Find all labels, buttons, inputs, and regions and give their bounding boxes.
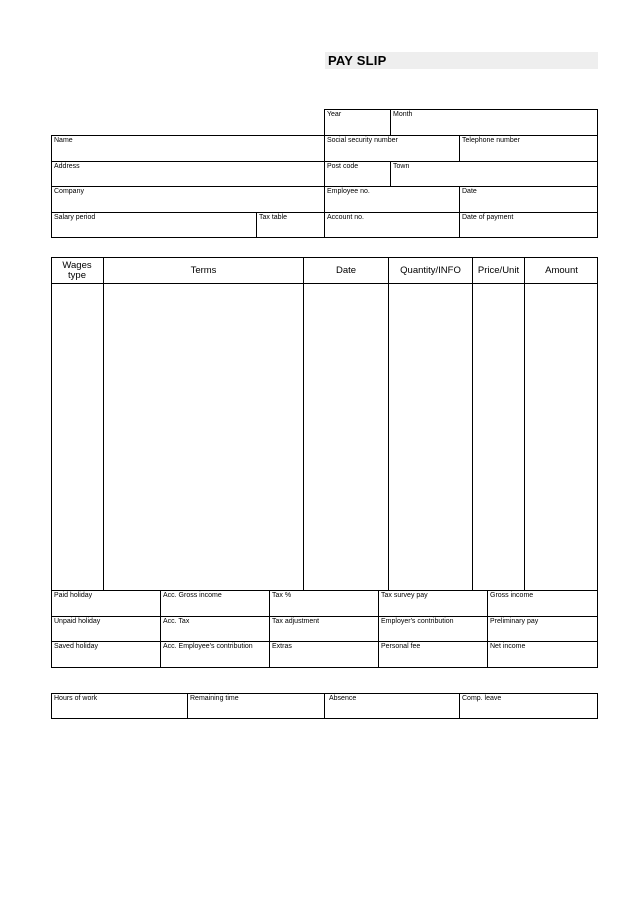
divider — [459, 693, 460, 719]
divider — [256, 212, 257, 238]
year-month-box — [324, 109, 598, 136]
title-bar — [325, 52, 598, 69]
tax-adjustment-label: Tax adjustment — [272, 618, 320, 625]
year-label: Year — [327, 111, 342, 118]
column-header-wages-type: Wages type — [62, 260, 92, 281]
salary-period-label: Salary period — [54, 214, 96, 221]
acc-gross-income-label: Acc. Gross income — [163, 592, 222, 599]
tax-percent-label: Tax % — [272, 592, 292, 599]
remaining-time-label: Remaining time — [190, 695, 239, 702]
divider — [269, 590, 270, 668]
absence-label: Absence — [329, 695, 357, 702]
hours-of-work-label: Hours of work — [54, 695, 98, 702]
telephone-label: Telephone number — [462, 137, 520, 144]
tax-table-label: Tax table — [259, 214, 288, 221]
divider — [187, 693, 188, 719]
column-header-terms: Terms — [190, 265, 217, 276]
divider — [378, 590, 379, 668]
divider — [487, 590, 488, 668]
items-table-frame — [51, 257, 598, 591]
unpaid-holiday-label: Unpaid holiday — [54, 618, 101, 625]
divider — [459, 135, 460, 161]
column-header-price-unit: Price/Unit — [477, 265, 520, 276]
employee-no-label: Employee no. — [327, 188, 370, 195]
personal-fee-label: Personal fee — [381, 643, 421, 650]
preliminary-pay-label: Preliminary pay — [490, 618, 539, 625]
table-header-divider — [51, 283, 598, 284]
gross-income-label: Gross income — [490, 592, 534, 599]
company-label: Company — [54, 188, 84, 195]
column-divider — [388, 257, 389, 590]
account-no-label: Account no. — [327, 214, 364, 221]
comp-leave-label: Comp. leave — [462, 695, 502, 702]
column-divider — [472, 257, 473, 590]
saved-holiday-label: Saved holiday — [54, 643, 98, 650]
town-label: Town — [393, 163, 410, 170]
divider — [459, 186, 460, 238]
tax-survey-pay-label: Tax survey pay — [381, 592, 428, 599]
name-label: Name — [54, 137, 73, 144]
post-code-label: Post code — [327, 163, 359, 170]
column-divider — [524, 257, 525, 590]
page-title: PAY SLIP — [328, 53, 387, 68]
employers-contribution-label: Employer's contribution — [381, 618, 454, 625]
divider — [160, 590, 161, 668]
column-header-quantity-info: Quantity/INFO — [400, 265, 461, 276]
address-label: Address — [54, 163, 80, 170]
divider — [390, 109, 391, 135]
net-income-label: Net income — [490, 643, 526, 650]
month-label: Month — [393, 111, 413, 118]
divider — [324, 693, 325, 719]
divider — [324, 135, 325, 238]
date-label: Date — [462, 188, 477, 195]
paid-holiday-label: Paid holiday — [54, 592, 93, 599]
column-divider — [303, 257, 304, 590]
divider — [51, 641, 598, 642]
divider — [390, 161, 391, 186]
acc-employees-contribution-label: Acc. Employee's contribution — [163, 643, 253, 650]
date-of-payment-label: Date of payment — [462, 214, 514, 221]
acc-tax-label: Acc. Tax — [163, 618, 190, 625]
summary-frame — [51, 590, 598, 668]
column-divider — [103, 257, 104, 590]
column-header-amount: Amount — [545, 265, 578, 276]
social-security-label: Social security number — [327, 137, 398, 144]
divider — [51, 616, 598, 617]
extras-label: Extras — [272, 643, 292, 650]
column-header-date: Date — [335, 265, 357, 276]
